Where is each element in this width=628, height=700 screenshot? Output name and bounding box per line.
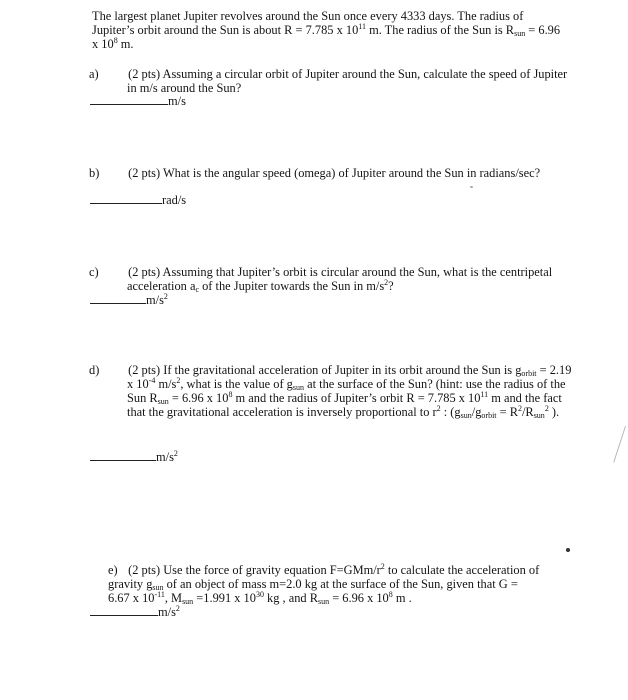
answer-c-unit: m/s xyxy=(146,293,164,307)
answer-c: $m/s^2$ xyxy=(90,293,168,307)
intro-text: The largest planet Jupiter revolves around the Sun once every 4333 days. The radius of Jupiter’s orbit around the Sun is about R = 7.785 x 10 xyxy=(92,9,524,37)
question-c: c) (2 pts) Assuming that Jupiter’s orbit is circular around the Sun, what is the centripetal acceleration $a_c$ of the Jupiter towards the Sun in $m/s^2$? xyxy=(89,265,553,294)
answer-a-unit: m/s xyxy=(168,94,186,108)
pencil-stroke xyxy=(613,426,626,462)
answer-a-blank[interactable] xyxy=(90,94,168,105)
question-b xyxy=(89,166,572,180)
question-a xyxy=(89,67,572,95)
answer-e-unit: m/s xyxy=(158,605,176,619)
answer-e-blank[interactable] xyxy=(90,605,158,616)
scan-speck xyxy=(470,186,473,188)
question-d-label: d) xyxy=(89,363,100,377)
intro-paragraph: The largest planet Jupiter revolves around the Sun once every 4333 days. The radius of Jupiter’s orbit around the Sun is about R = 7.785 x $10^{11}$ m. The radius of the Sun is $R_{sun} = 6.96$ x $10^8$ m. xyxy=(92,9,561,51)
answer-d-unit: m/s xyxy=(156,450,174,464)
answer-e: $m/s^2$ xyxy=(90,605,180,619)
question-d: d) (2 pts) If the gravitational acceleration of Jupiter in its orbit around the Sun is $g_{orbit} = 2.19$ x $10^{-4}$ $m/s^2$, what is the value of $g_{sun}$ at the surface of the Sun? (hint: use the radius of the Sun $R_{sun} = 6.96$ x $10^8$ m and the radius of Jupiter’s orbit R = 7.785 x $10^{11}$ m and the fact that the gravitational acceleration is inversely proportional to $r^2$ : ($g_{sun}/g_{orbit} = R^2/R_{sun}^2$ ). xyxy=(89,363,572,420)
question-e-label: e) xyxy=(108,563,118,577)
question-c-label: c) xyxy=(89,265,99,279)
answer-d-blank[interactable] xyxy=(90,450,156,461)
answer-a xyxy=(90,94,186,108)
scan-dot xyxy=(566,548,570,552)
question-b-text: (2 pts) What is the angular speed (omega) of Jupiter around the Sun in radians/sec? xyxy=(128,166,541,180)
answer-c-blank[interactable] xyxy=(90,293,146,304)
answer-b-unit: rad/s xyxy=(162,193,187,207)
question-e: e) (2 pts) Use the force of gravity equation $F=GMm/r^2$ to calculate the acceleration of gravity $g_{sun}$ of an object of mass m=2.0 kg at the surface of the Sun, given that G = 6.67 x $10^{-11}$, $M_{sun} =1.991$ x $10^{30}$ kg , and $R_{sun} = 6.96$ x $10^8$ m . xyxy=(108,562,540,606)
answer-d: $m/s^2$ xyxy=(90,450,178,464)
question-b-label: b) xyxy=(89,166,100,180)
answer-b-blank[interactable] xyxy=(90,193,162,204)
question-a-text: (2 pts) Assuming a circular orbit of Jupiter around the Sun, calculate the speed of Jupiter in m/s around the Sun? xyxy=(127,67,568,95)
answer-b xyxy=(90,193,186,207)
question-a-label: a) xyxy=(89,67,99,81)
